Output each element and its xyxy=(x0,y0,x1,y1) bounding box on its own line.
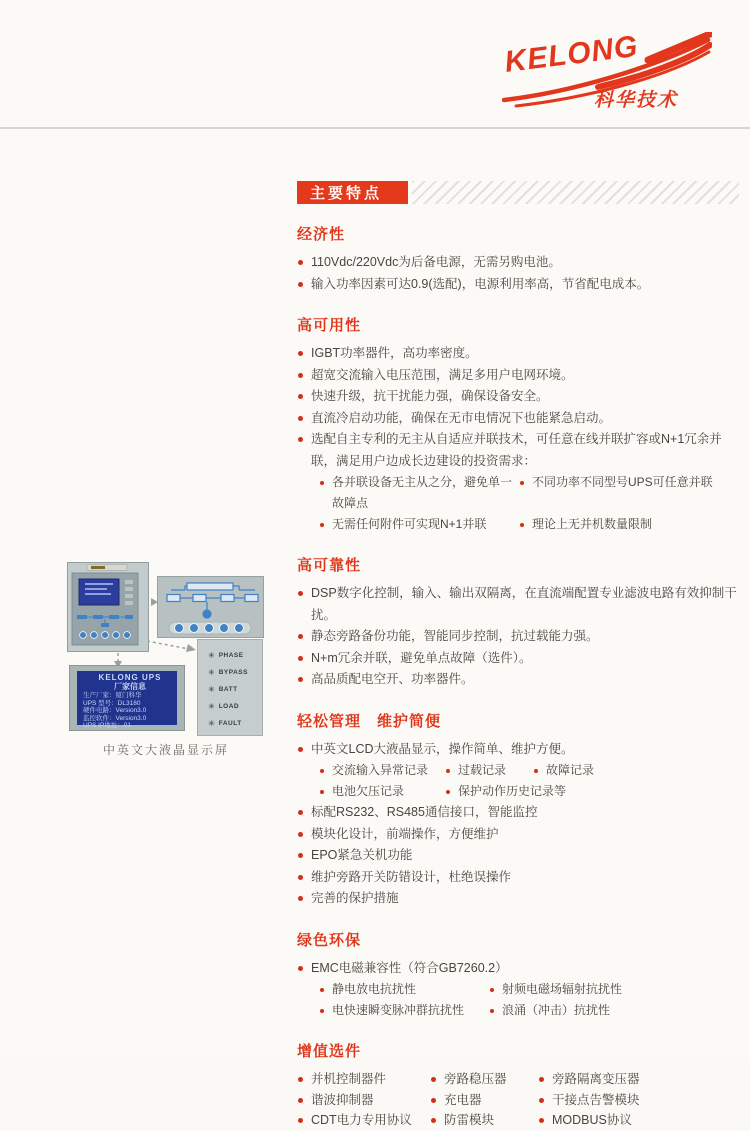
lcd-info-screen xyxy=(69,665,185,731)
led-star-icon: ✳ xyxy=(208,651,215,660)
feature-item: 直流冷启动功能，确保在无市电情况下也能紧急启动。 xyxy=(297,408,739,430)
feature-item: 高品质配电空开、功率器件。 xyxy=(297,669,739,691)
content-column xyxy=(297,181,739,1131)
led-indicator-panel xyxy=(197,639,263,736)
sub-feature-row xyxy=(297,472,739,514)
led-row xyxy=(208,698,262,715)
arrow-to-led-icon xyxy=(147,641,189,649)
kelong-logo xyxy=(502,32,712,116)
option-item: 旁路隔离变压器 xyxy=(538,1069,640,1090)
logo-graphic xyxy=(502,32,712,116)
led-star-icon: ✳ xyxy=(208,685,215,694)
mimic-panel-photo xyxy=(157,576,264,638)
section-heading: 经济性 xyxy=(297,226,346,243)
lcd-line: 监控软件：Version3.0 xyxy=(83,714,147,722)
feature-item: 超宽交流输入电压范围，满足多用户电网环境。 xyxy=(297,365,739,387)
lcd-line: UPS IP地址：01 xyxy=(83,722,132,730)
option-item: MODBUS协议 xyxy=(538,1110,632,1131)
section-options xyxy=(297,1043,739,1131)
led-label: FAULT xyxy=(218,720,242,727)
feature-item: 快速升级，抗干扰能力强，确保设备安全。 xyxy=(297,386,739,408)
section-heading: 高可用性 xyxy=(297,317,362,334)
sub-feature-row xyxy=(297,1000,739,1021)
logo-subtitle-text: 科华技术 xyxy=(594,90,679,111)
led-label: BYPASS xyxy=(218,669,248,676)
lcd-line: 生产厂家：厦门科华 xyxy=(83,692,142,699)
sub-feature-row xyxy=(297,781,739,802)
option-row xyxy=(297,1090,739,1111)
sub-feature-item: 电快速瞬变脉冲群抗扰性 xyxy=(320,1000,490,1021)
led-label: LOAD xyxy=(218,703,240,710)
led-label: PHASE xyxy=(218,652,244,659)
section-green xyxy=(297,932,739,1022)
section-heading: 高可靠性 xyxy=(297,557,362,574)
led-row xyxy=(208,715,262,732)
feature-item: 完善的保护措施 xyxy=(297,888,739,910)
feature-item: EMC电磁兼容性（符合GB7260.2） xyxy=(297,958,739,980)
section-heading: 增值选件 xyxy=(297,1043,362,1060)
sub-feature-item: 理论上无并机数量限制 xyxy=(520,514,652,535)
feature-item: 选配自主专利的无主从自适应并联技术，可任意在线并联扩容或N+1冗余并联，满足用户边成长边建设的投资需求： xyxy=(297,429,739,472)
display-figure xyxy=(55,553,277,761)
option-item: CDT电力专用协议 xyxy=(297,1110,430,1131)
feature-item: N+m冗余并联，避免单点故障（选件）。 xyxy=(297,648,739,670)
option-item: 并机控制器件 xyxy=(297,1069,430,1090)
option-item: 干接点告警模块 xyxy=(538,1090,640,1111)
option-row xyxy=(297,1110,739,1131)
sub-feature-item: 各并联设备无主从之分，避免单一故障点 xyxy=(320,472,520,514)
sub-feature-item: 浪涌（冲击）抗扰性 xyxy=(490,1000,610,1021)
section-heading: 轻松管理 维护简便 xyxy=(297,712,442,730)
section-heading: 绿色环保 xyxy=(297,931,362,949)
sub-feature-row xyxy=(297,760,739,781)
lcd-screen xyxy=(77,671,177,730)
feature-item: 110Vdc/220Vdc为后备电源，无需另购电池。 xyxy=(297,252,739,274)
led-star-icon: ✳ xyxy=(208,668,215,677)
section-management xyxy=(297,713,739,910)
led-row xyxy=(208,647,262,664)
feature-item: 维护旁路开关防错设计，杜绝误操作 xyxy=(297,867,739,889)
sub-feature-row xyxy=(297,979,739,1000)
sub-feature-item: 过载记录 xyxy=(446,760,534,781)
led-star-icon: ✳ xyxy=(208,719,215,728)
led-row xyxy=(208,681,262,698)
section-banner xyxy=(297,181,739,204)
section-economy xyxy=(297,226,739,295)
feature-item: 标配RS232、RS485通信接口，智能监控 xyxy=(297,802,739,824)
lcd-line: 硬件电路：Version3.0 xyxy=(83,707,147,715)
banner-title: 主要特点 xyxy=(297,181,408,204)
sub-feature-item: 射频电磁场辐射抗扰性 xyxy=(490,979,622,1000)
sub-feature-item: 不同功率不同型号UPS可任意并联 xyxy=(520,472,713,514)
sub-feature-item: 保护动作历史记录等 xyxy=(446,781,566,802)
lcd-subtitle: 厂家信息 xyxy=(114,682,146,691)
lcd-title: KELONG UPS xyxy=(98,673,162,682)
option-item: 旁路稳压器 xyxy=(430,1069,538,1090)
section-availability xyxy=(297,317,739,535)
feature-item: 中英文LCD大液晶显示，操作简单、维护方便。 xyxy=(297,739,739,761)
option-item: 防雷模块 xyxy=(430,1110,538,1131)
figure-caption: 中英文大液晶显示屏 xyxy=(102,743,229,757)
feature-item: EPO紧急关机功能 xyxy=(297,845,739,867)
option-row xyxy=(297,1069,739,1090)
logo-brand-text: KELONG xyxy=(502,32,641,79)
sub-feature-item: 无需任何附件可实现N+1并联 xyxy=(320,514,520,535)
feature-item: 模块化设计，前端操作，方便维护 xyxy=(297,824,739,846)
feature-item: DSP数字化控制，输入、输出双隔离，在直流端配置专业滤波电路有效抑制干扰。 xyxy=(297,583,739,626)
lcd-line: UPS 型号：DL3180 xyxy=(83,699,141,707)
sub-feature-item: 故障记录 xyxy=(534,760,594,781)
led-star-icon: ✳ xyxy=(208,702,215,711)
led-label: BATT xyxy=(218,686,238,693)
header-divider xyxy=(0,127,750,129)
control-panel-photo xyxy=(67,562,149,652)
led-row xyxy=(208,664,262,681)
sub-feature-item: 电池欠压记录 xyxy=(320,781,446,802)
banner-stripes xyxy=(412,181,739,204)
option-item: 充电器 xyxy=(430,1090,538,1111)
section-reliability xyxy=(297,557,739,691)
feature-item: IGBT功率器件，高功率密度。 xyxy=(297,343,739,365)
sub-feature-item: 静电放电抗扰性 xyxy=(320,979,490,1000)
sub-feature-item: 交流输入异常记录 xyxy=(320,760,446,781)
sub-feature-row xyxy=(297,514,739,535)
option-item: 谐波抑制器 xyxy=(297,1090,430,1111)
feature-item: 静态旁路备份功能，智能同步控制，抗过载能力强。 xyxy=(297,626,739,648)
feature-item: 输入功率因素可达0.9(选配)，电源利用率高，节省配电成本。 xyxy=(297,274,739,296)
